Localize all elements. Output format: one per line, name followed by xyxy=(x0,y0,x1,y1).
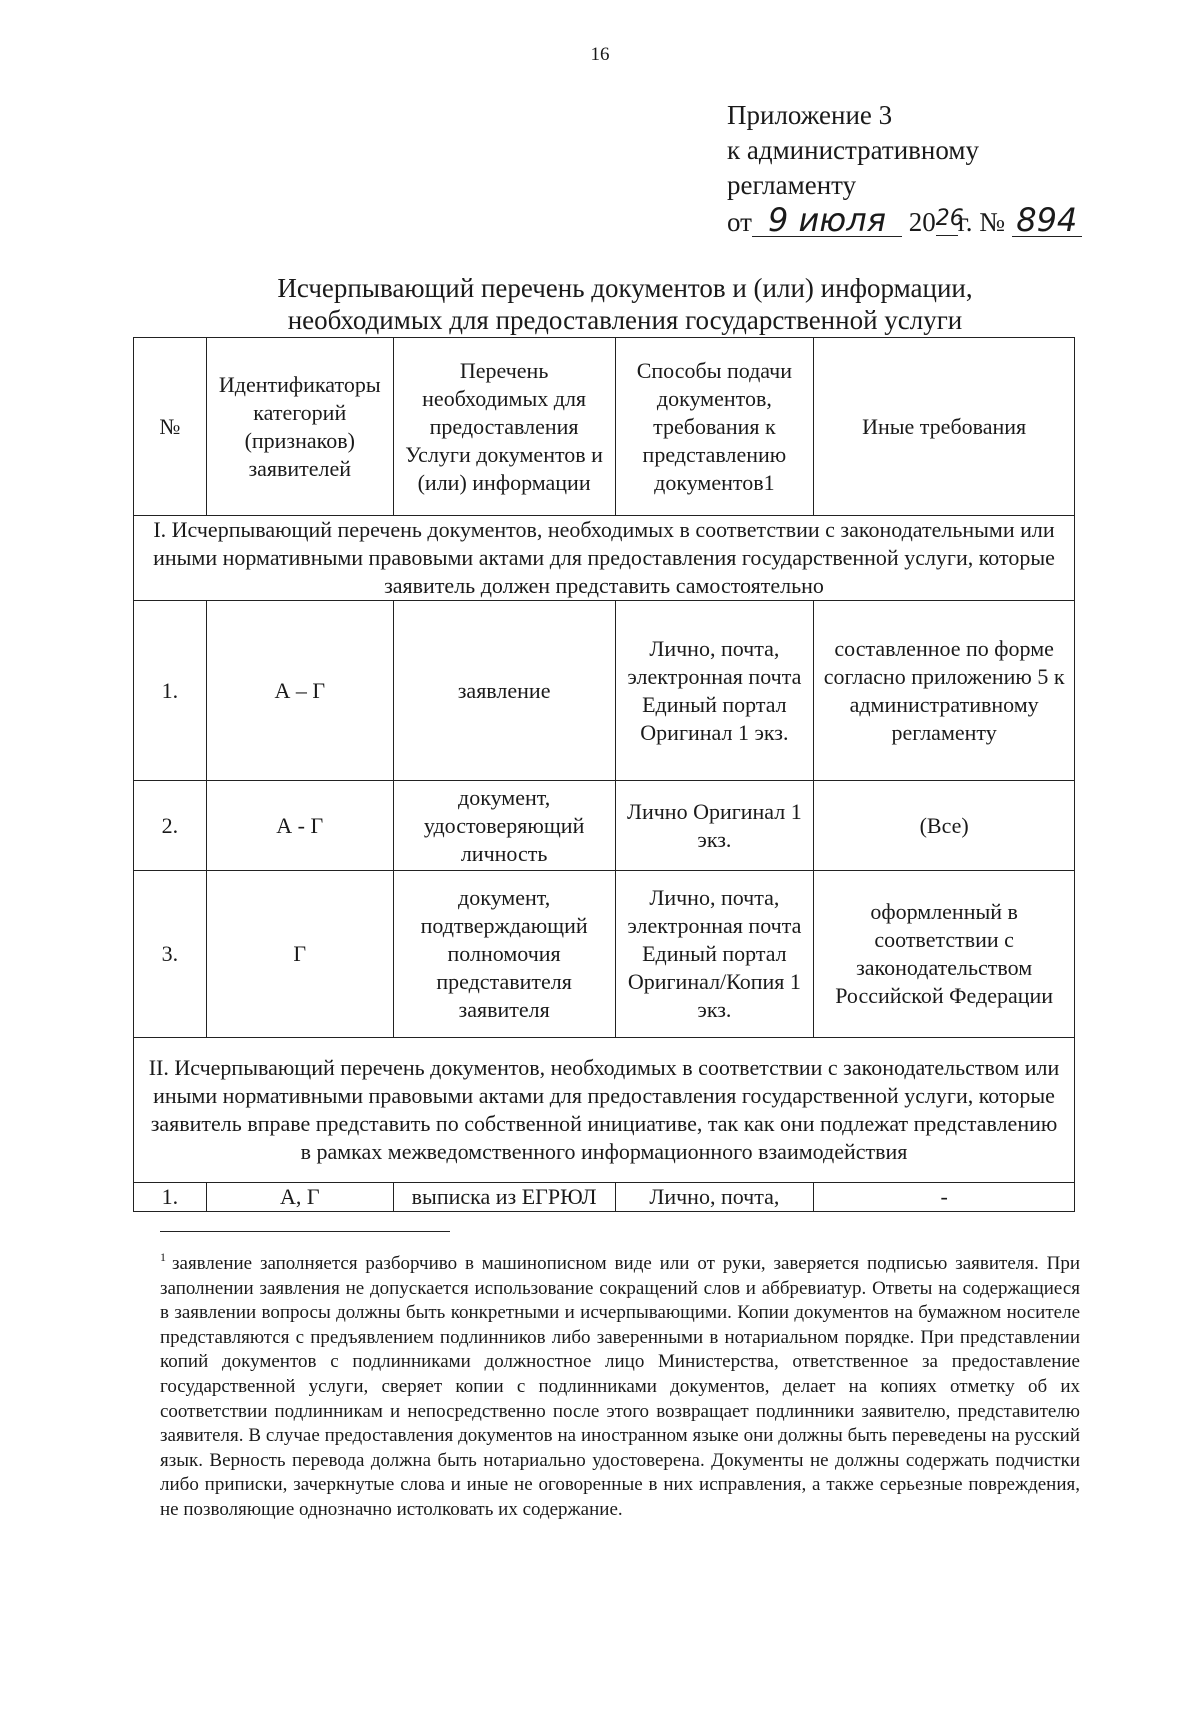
cell-category: А - Г xyxy=(206,781,393,871)
documents-table xyxy=(133,337,1075,1212)
cell-document: документ, удостоверяющий личность xyxy=(393,781,615,871)
year-prefix: 20 xyxy=(908,207,936,237)
cell-document: заявление xyxy=(393,601,615,781)
title-line-2: необходимых для предоставления государственной услуги xyxy=(287,305,963,335)
handwritten-number: 894 xyxy=(1012,204,1082,237)
appendix-line-2: к административному xyxy=(727,135,979,165)
page-number: 16 xyxy=(590,44,610,65)
cell-number: 1. xyxy=(134,1183,207,1212)
cell-other: оформленный в соответствии с законодательством Российской Федерации xyxy=(814,871,1075,1038)
appendix-header xyxy=(727,98,1082,240)
cell-document: документ, подтверждающий полномочия представителя заявителя xyxy=(393,871,615,1038)
footnote-text: заявление заполняется разборчиво в машинописном виде или от руки, заверяется подписью заявителя. При заполнении заявления не допускается использование сокращений слов и аббревиатур. Ответы на содержащиеся в заявлении вопросы должны быть конкретными и исчерпывающими. Копии документов на бумажном носителе представляются с предъявлением подлинников либо заверенными в нотариальном порядке. При представлении копий документов с подлинниками должностное лицо Министерства, ответственное за предоставление государственной услуги, сверяет копии с подлинниками документов, делает на копиях отметку об их соответствии подлинникам и непосредственно после этого возвращает подлинники заявителю, представителю заявителя. В случае предоставления документов на иностранном языке они должны быть переведены на русский язык. Верность перевода должна быть нотариально удостоверена. Документы не должны содержать подчистки либо приписки, зачеркнутые слова и иные не оговоренные в них исправления, а также серьезные повреждения, не позволяющие однозначно истолковать их содержание. xyxy=(160,1253,1080,1520)
cell-other: составленное по форме согласно приложению 5 к административному регламенту xyxy=(814,601,1075,781)
cell-number: 2. xyxy=(134,781,207,871)
cell-document: выписка из ЕГРЮЛ xyxy=(393,1183,615,1212)
cell-methods: Лично Оригинал 1 экз. xyxy=(615,781,814,871)
table-row xyxy=(134,1183,1075,1212)
header-number: № xyxy=(134,338,207,516)
section-row xyxy=(134,1038,1075,1183)
footnote xyxy=(160,1245,1080,1523)
section-row xyxy=(134,516,1075,601)
appendix-date-line xyxy=(727,203,1082,240)
cell-number: 3. xyxy=(134,871,207,1038)
header-other: Иные требования xyxy=(814,338,1075,516)
cell-category: А – Г xyxy=(206,601,393,781)
section-2-heading: II. Исчерпывающий перечень документов, необходимых в соответствии с законодательством или иными нормативными правовыми актами для предоставления государственной услуги, которые заявитель вправе представить по собственной инициативе, так как они подлежат представлению в рамках межведомственного информационного взаимодействия xyxy=(134,1038,1075,1183)
cell-category: А, Г xyxy=(206,1183,393,1212)
handwritten-date: 9 июля xyxy=(752,204,902,237)
cell-number: 1. xyxy=(134,601,207,781)
header-category: Идентификаторы категорий (признаков) заявителей xyxy=(206,338,393,516)
appendix-line-1: Приложение 3 xyxy=(727,100,893,130)
handwritten-year: 26 xyxy=(936,203,958,236)
appendix-line-3: регламенту xyxy=(727,170,857,200)
from-prefix: от xyxy=(727,207,752,237)
cell-other: (Все) xyxy=(814,781,1075,871)
header-methods: Способы подачи документов, требования к представлению документов1 xyxy=(615,338,814,516)
year-suffix: г. № xyxy=(957,207,1005,237)
title-line-1: Исчерпывающий перечень документов и (или) информации, xyxy=(277,273,973,303)
cell-methods: Лично, почта, электронная почта Единый портал Оригинал 1 экз. xyxy=(615,601,814,781)
document-title xyxy=(160,272,1090,336)
table-row xyxy=(134,871,1075,1038)
table-row xyxy=(134,781,1075,871)
cell-methods: Лично, почта, xyxy=(615,1183,814,1212)
cell-methods: Лично, почта, электронная почта Единый портал Оригинал/Копия 1 экз. xyxy=(615,871,814,1038)
cell-other: - xyxy=(814,1183,1075,1212)
section-1-heading: I. Исчерпывающий перечень документов, необходимых в соответствии с законодательными или иными нормативными правовыми актами для предоставления государственной услуги, которые заявитель должен представить самостоятельно xyxy=(134,516,1075,601)
footnote-separator xyxy=(160,1231,450,1232)
footnote-marker: 1 xyxy=(160,1250,166,1264)
header-document: Перечень необходимых для предоставления Услуги документов и (или) информации xyxy=(393,338,615,516)
table-header-row xyxy=(134,338,1075,516)
cell-category: Г xyxy=(206,871,393,1038)
table-row xyxy=(134,601,1075,781)
